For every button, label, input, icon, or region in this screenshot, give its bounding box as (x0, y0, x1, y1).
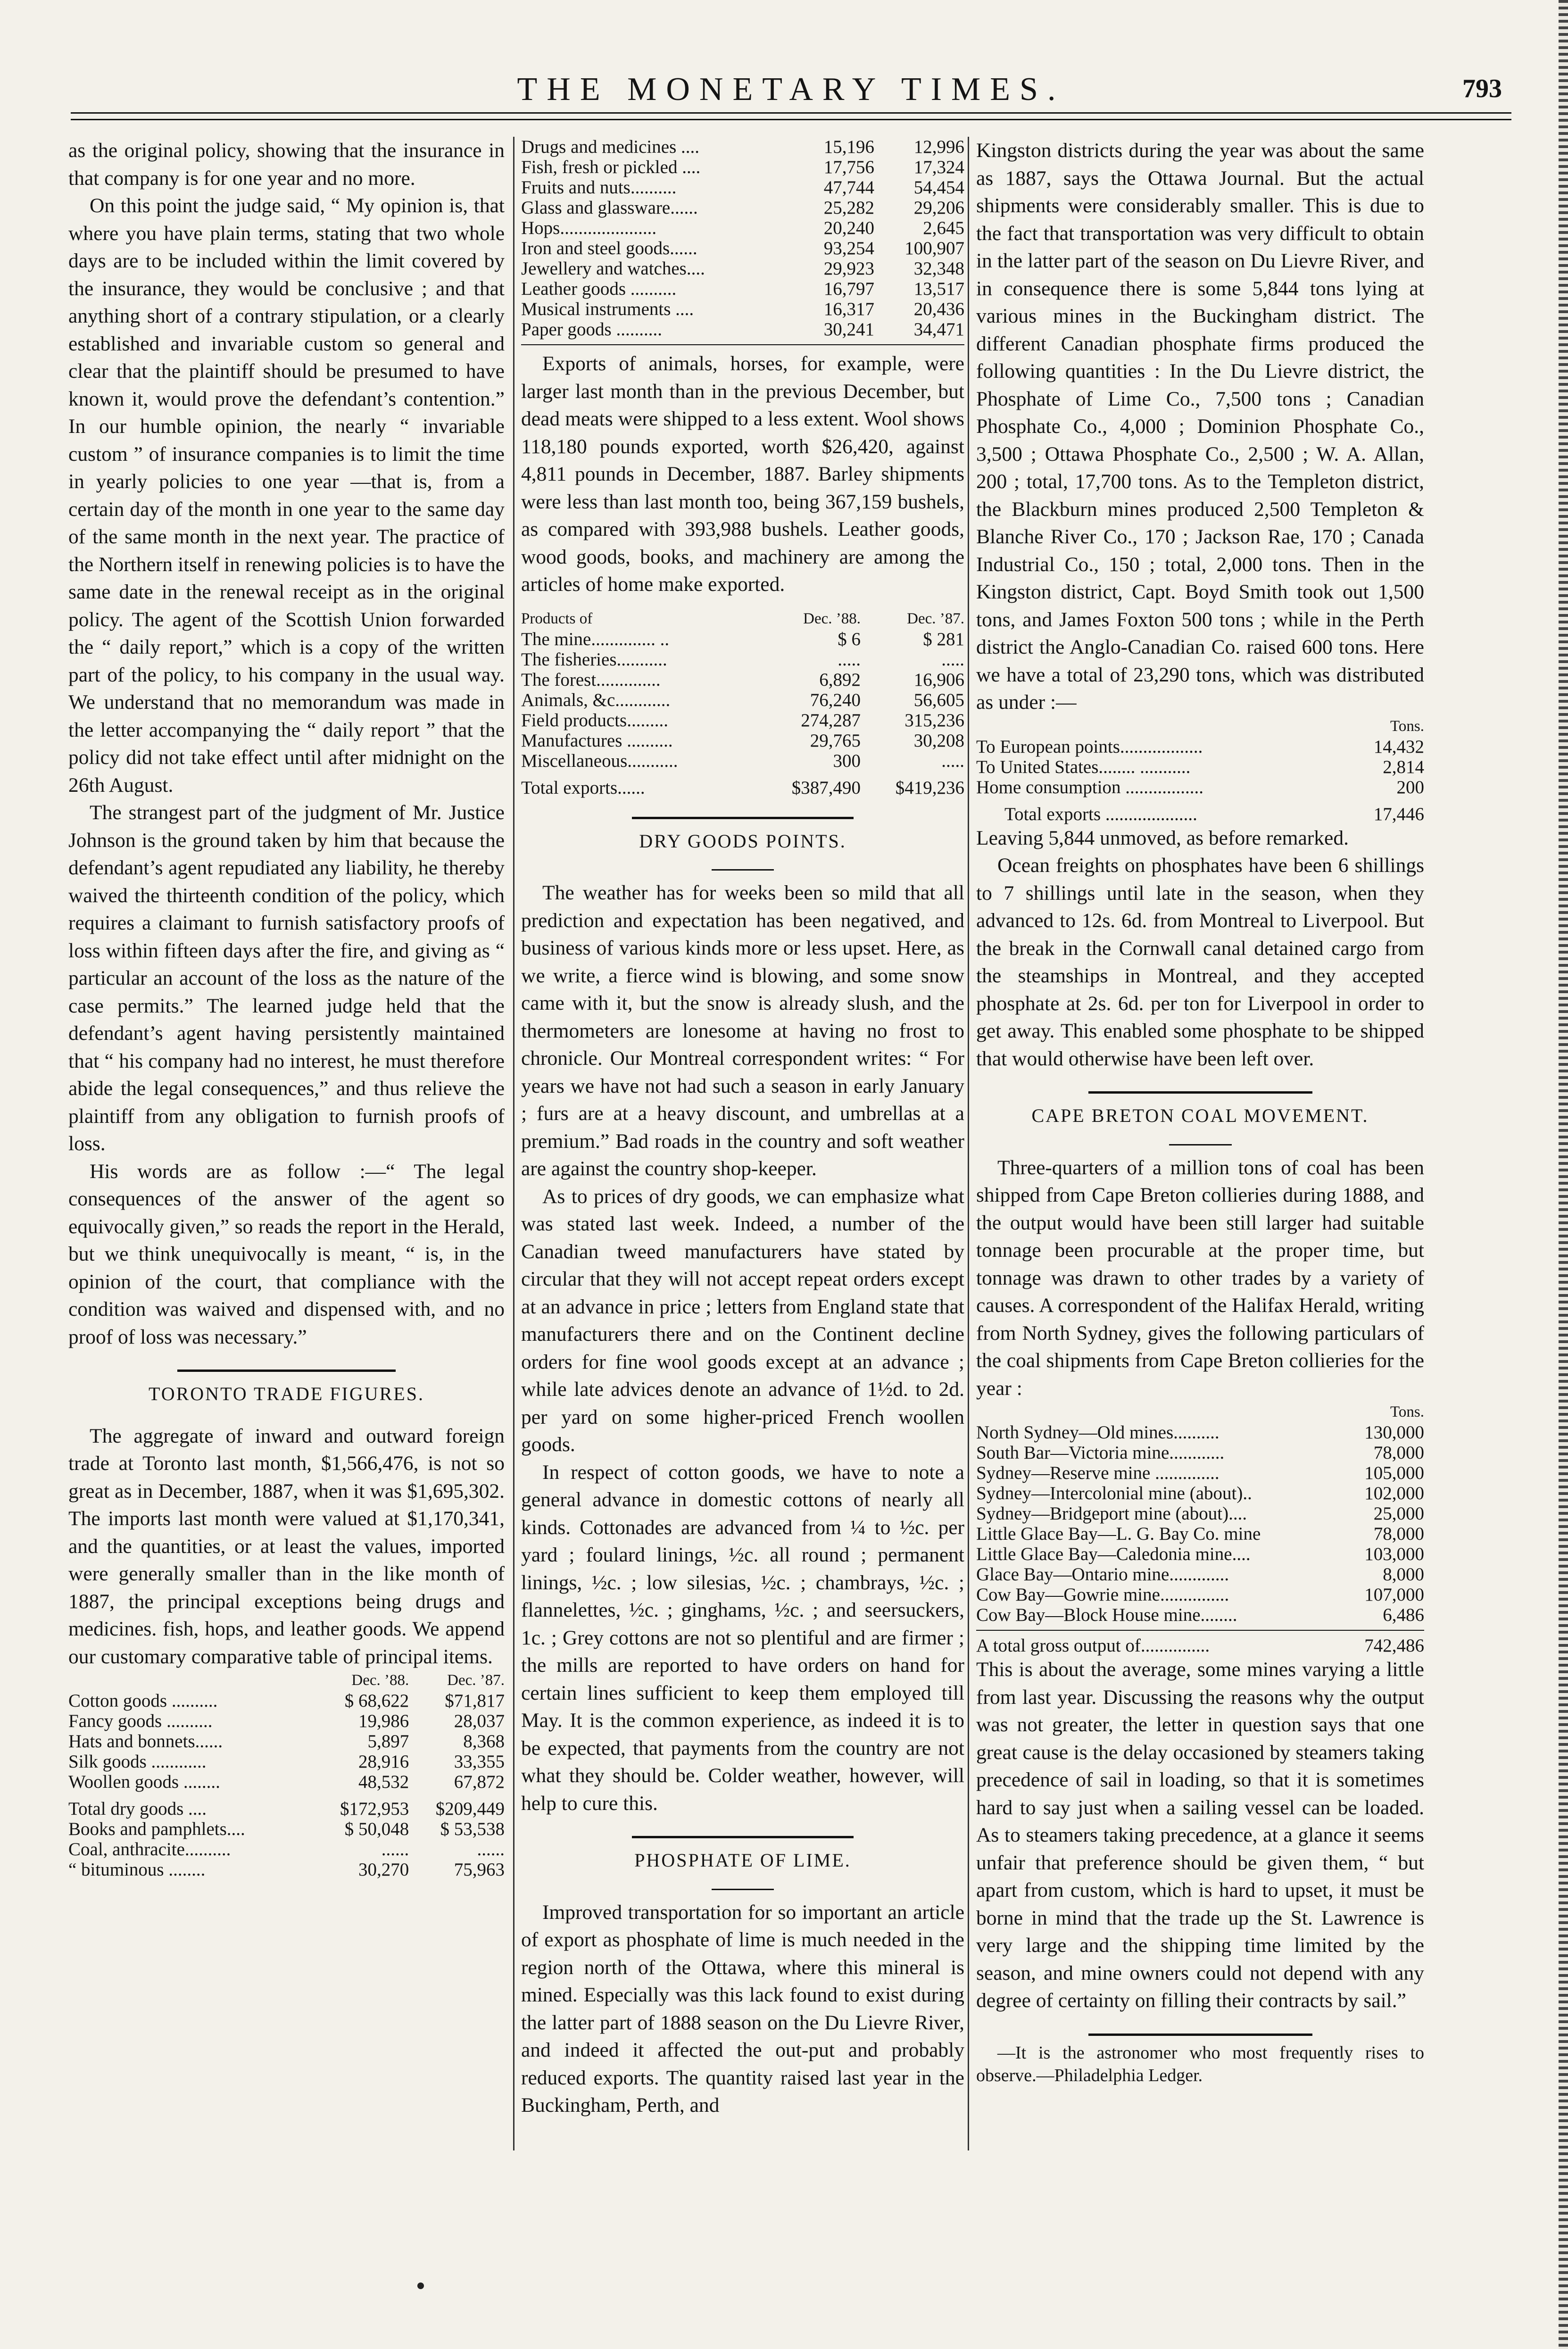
toronto-trade-table (68, 1670, 505, 1880)
masthead (71, 71, 1511, 108)
column-header: Dec. ’87. (907, 610, 964, 627)
table-row: Cow Bay—Gowrie mine............... 107,000 (976, 1585, 1424, 1605)
table-row: Coal, anthracite.......... ...... ...... (68, 1839, 505, 1859)
table-row: Drugs and medicines .... 15,196 12,996 (521, 137, 964, 157)
ink-speck (417, 2283, 424, 2289)
section-heading-toronto: TORONTO TRADE FIGURES. (149, 1383, 424, 1404)
table-row: Field products......... 274,287 315,236 (521, 710, 964, 730)
table-row: Musical instruments .... 16,317 20,436 (521, 299, 964, 319)
section-heading-phosphate: PHOSPHATE OF LIME. (634, 1850, 851, 1871)
article-paragraph: The weather has for weeks been so mild that all prediction and expectation has been negatived, and business of various kinds more or less upset. Here, as we write, a fierce wind is blowing, and some snow came with it, but the snow is already slush, and the thermometers are lonesome at having no frost to chronicle. Our Montreal correspondent writes: “ For years we have not had such a season in early January ; furs are at a heavy discount, and umbrellas at a premium.” Bad roads in the country and soft weather are against the country shop-keeper. (521, 881, 964, 1180)
table-row: The mine.............. .. $ 6 $ 281 (521, 629, 964, 649)
table-row: Silk goods ............ 28,916 33,355 (68, 1751, 505, 1772)
table-total-row: Total exports .................... 17,446 (1004, 804, 1424, 824)
table-row: Home consumption ................. 200 (976, 777, 1424, 797)
column-one (68, 137, 505, 1880)
table-row: Woollen goods ........ 48,532 67,872 (68, 1772, 505, 1792)
table-row: Fruits and nuts.......... 47,744 54,454 (521, 177, 964, 198)
column-divider (968, 137, 969, 2150)
table-row: North Sydney—Old mines.......... 130,000 (976, 1422, 1424, 1443)
column-two (521, 137, 964, 2119)
article-paragraph: The strangest part of the judgment of Mr. Justice Johnson is the ground taken by him that because the defendant’s agent repudiated any liability, he thereby waived the thirteenth condition of the policy, which requires a claimant to furnish satisfactory proofs of loss within fifteen days after the fire, and giving as “ particular an account of the loss as the nature of the case permits.” The learned judge held that the defendant’s agent having persistently maintained that “ his company had no interest, he must therefore abide the legal consequences,” and thus relieve the plaintiff from any obligation to furnish proofs of loss. (68, 801, 505, 1155)
table-total-row: Total dry goods .... $172,953 $209,449 (68, 1799, 505, 1819)
section-heading-dry-goods: DRY GOODS POINTS. (639, 830, 846, 852)
table-row: The fisheries........... ..... ..... (521, 649, 964, 670)
table-rule (976, 1630, 1424, 1631)
coal-shipments-table (976, 1402, 1424, 1625)
section-separator (1088, 1091, 1312, 1094)
table-row: Sydney—Bridgeport mine (about).... 25,000 (976, 1503, 1424, 1524)
section-separator (1088, 2034, 1312, 2036)
article-paragraph: Leaving 5,844 unmoved, as before remarked. (976, 826, 1349, 849)
table-row: Iron and steel goods...... 93,254 100,907 (521, 238, 964, 258)
table-row: Cotton goods .......... $ 68,622 $71,817 (68, 1691, 505, 1711)
heading-underline (712, 869, 774, 871)
table-row: Manufactures .......... 29,765 30,208 (521, 730, 964, 751)
header-rule (71, 112, 1511, 114)
article-paragraph: as the original policy, showing that the insurance in that company is for one year and no more. (68, 139, 505, 190)
column-header: Dec. ’87. (447, 1672, 505, 1689)
article-paragraph: This is about the average, some mines varying a little from last year. Discussing the reasons why the output was not greater, the letter in question says that one great cause is the delay occasioned by steamers taking precedence of sail in loading, so that it is sometimes hard to say just when a sailing vessel can be loaded. As to steamers taking precedence, at a glance it seems unfair that preference should be given them, “ but apart from custom, which is hard to upset, it must be borne in mind that the trade up the St. Lawrence is very large and the shipping time limited by the season, and mine owners could not depend with any degree of certainty on filling their contracts by sail.” (976, 1658, 1424, 2012)
section-separator (632, 1836, 854, 1838)
article-paragraph: On this point the judge said, “ My opinion is, that where you have plain terms, stating that two whole days are to be included within the limit covered by the insurance, they would be conclusive ; and that anything short of a contrary stipulation, or a clearly established and invariable custom so general and clear that the plaintiff should be presumed to have known it, would prove the defendant’s contention.” In our humble opinion, the nearly “ invariable custom ” of insurance companies is to limit the time in yearly policies to one year —that is, from a certain day of the month in one year to the same day of the same month in the next year. The practice of the Northern itself in renewing policies is to have the same date in the renewal receipt as in the original policy. The agent of the Scottish Union forwarded the “ daily report,” which is a copy of the written part of the policy, to his company in the usual way. We understand that no memorandum was made in the letter accompanying the “ daily report ” that the policy did not take effect until after midnight on the 26th August. (68, 194, 505, 797)
table-row: To United States........ ........... 2,814 (976, 756, 1424, 777)
newspaper-title: THE MONETARY TIMES. (517, 71, 1065, 108)
table-row: Hops..................... 20,240 2,645 (521, 218, 964, 238)
article-paragraph: Exports of animals, horses, for example, were larger last month than in the previous December, but dead meats were shipped to a less extent. Wool shows 118,180 pounds exported, worth $26,420, against 4,811 pounds in December, 1887. Barley shipments were less than last month too, being 367,159 bushels, as compared with 393,988 bushels. Leather goods, wood goods, books, and machinery are among the articles of home make exported. (521, 352, 964, 596)
table-row: Sydney—Reserve mine .............. 105,000 (976, 1463, 1424, 1483)
table-row: To European points.................. 14,432 (976, 736, 1424, 757)
section-separator (177, 1370, 396, 1372)
table-row: South Bar—Victoria mine............ 78,000 (976, 1443, 1424, 1463)
page-number: 793 (1462, 74, 1502, 103)
article-paragraph: As to prices of dry goods, we can emphasize what was stated last week. Indeed, a number of the Canadian tweed manufacturers have stated by circular that they will not accept repeat orders except at an advance in price ; letters from England state that manufacturers there and on the Continent decline orders for fine wool goods except at an advance ; while late advices denote an advance of 1½d. to 2d. per yard on some higher-priced French woollen goods. (521, 1185, 964, 1456)
heading-underline (1169, 1144, 1232, 1145)
table-row: Little Glace Bay—Caledonia mine.... 103,000 (976, 1544, 1424, 1564)
section-separator (632, 817, 854, 819)
table-row: Little Glace Bay—L. G. Bay Co. mine 78,000 (976, 1524, 1424, 1544)
table-row: Animals, &c............ 76,240 56,605 (521, 689, 964, 710)
table-row: Books and pamphlets.... $ 50,048 $ 53,538 (68, 1819, 505, 1839)
table-total-row: A total gross output of............... 742,486 (976, 1635, 1424, 1656)
column-header: Dec. ’88. (351, 1672, 409, 1689)
table-row: Paper goods .......... 30,241 34,471 (521, 319, 964, 340)
column-header: Products of (521, 610, 593, 627)
unit-label: Tons. (1390, 717, 1424, 735)
phosphate-distribution-table (976, 716, 1424, 824)
table-row: Leather goods .......... 16,797 13,517 (521, 279, 964, 299)
page-edge (1559, 0, 1568, 2349)
table-row: Fish, fresh or pickled .... 17,756 17,324 (521, 157, 964, 177)
article-paragraph: His words are as follow :—“ The legal consequences of the answer of the agent so equivocally given,” so reads the report in the Herald, but we think unequivocally is meant, “ is, in the opinion of the court, that compliance with the condition was waived and dispensed with, and no proof of loss was necessary.” (68, 1160, 505, 1348)
column-three (976, 137, 1424, 2087)
unit-label: Tons. (1390, 1403, 1424, 1420)
article-paragraph: The aggregate of inward and outward foreign trade at Toronto last month, $1,566,476, is not so great as in December, 1887, when it was $1,695,302. The imports last month were valued at $1,170,341, and the quantities, or at least the values, imported were generally smaller than in the like month of 1887, the principal exceptions being drugs and medicines. fish, hops, and leather goods. We append our customary comparative table of principal items. (68, 1424, 505, 1668)
closing-quote: —It is the astronomer who most frequently rises to observe.—Philadelphia Ledger. (976, 2042, 1424, 2085)
table-row: Jewellery and watches.... 29,923 32,348 (521, 258, 964, 279)
imports-table-continued (521, 137, 964, 340)
table-row: The forest.............. 6,892 16,906 (521, 669, 964, 690)
coal-total-table (976, 1635, 1424, 1656)
table-row: Hats and bonnets...... 5,897 8,368 (68, 1731, 505, 1751)
table-row: Miscellaneous........... 300 ..... (521, 750, 964, 771)
column-header: Dec. ’88. (803, 610, 861, 627)
article-paragraph: Kingston districts during the year was about the same as 1887, says the Ottawa Journal. But the actual shipments were considerably smaller. This is due to the fact that transportation was very difficult to obtain in the latter part of the season on Du Lievre River, and in consequence there is some 5,844 tons lying at various mines in the Buckingham district. The different Canadian phosphate firms produced the following quantities : In the Du Lievre district, the Phosphate of Lime Co., 7,500 tons ; Canadian Phosphate Co., 4,000 ; Dominion Phosphate Co., 3,500 ; Ottawa Phosphate Co., 2,500 ; W. A. Allan, 200 ; total, 17,700 tons. As to the Templeton district, the Blackburn mines produced 2,500 Templeton & Blanche River Co., 170 ; Jackson Rae, 170 ; Canada Industrial Co., 150 ; total, 2,000 tons. Then in the Kingston district, Capt. Boyd Smith took out 1,500 tons, and James Foxton 500 tons ; while in the Perth district the Anglo-Canadian Co. raised 600 tons. Here we have a total of 23,290 tons, which was distributed as under :— (976, 139, 1424, 714)
article-paragraph: Ocean freights on phosphates have been 6 shillings to 7 shillings until late in the season, when they advanced to 12s. 6d. from Montreal to Liverpool. But the break in the Cornwall canal detained cargo from the steamships in Montreal, and they accepted phosphate at 2s. 6d. per ton for Liverpool in order to get away. This enabled some phosphate to be shipped that would otherwise have been left over. (976, 854, 1424, 1070)
article-paragraph: Three-quarters of a million tons of coal has been shipped from Cape Breton collieries during 1888, and the output would have been still larger had suitable tonnage been procurable at the proper time, but tonnage was drawn to other trades by a variety of causes. A correspondent of the Halifax Herald, writing from North Sydney, gives the following particulars of the coal shipments from Cape Breton collieries for the year : (976, 1156, 1424, 1400)
table-row: Fancy goods .......... 19,986 28,037 (68, 1711, 505, 1731)
table-row: Glace Bay—Ontario mine............. 8,000 (976, 1564, 1424, 1585)
header-rule-second (71, 119, 1511, 120)
column-divider (513, 137, 514, 2150)
table-row: Sydney—Intercolonial mine (about).. 102,000 (976, 1483, 1424, 1503)
section-heading-cape-breton: CAPE BRETON COAL MOVEMENT. (1031, 1105, 1369, 1126)
table-row: Glass and glassware...... 25,282 29,206 (521, 198, 964, 218)
exports-products-table (521, 609, 964, 798)
table-rule (521, 344, 964, 345)
table-row: Cow Bay—Block House mine........ 6,486 (976, 1605, 1424, 1625)
table-total-row: Total exports...... $387,490 $419,236 (521, 777, 964, 798)
article-paragraph: Improved transportation for so important an article of export as phosphate of lime is much needed in the region north of the Ottawa, where this mineral is mined. Especially was this lack found to exist during the latter part of 1888 season on the Du Lievre River, and indeed it affected the out-put and probably reduced exports. The quantity raised last year in the Buckingham, Perth, and (521, 1901, 964, 2117)
article-paragraph: In respect of cotton goods, we have to note a general advance in domestic cottons of nearly all kinds. Cottonades are advanced from ¼ to ½c. per yard ; foulard linings, ½c. all round ; permanent linings, ½c. ; low silesias, ½c. ; chambrays, ½c. ; flannelettes, ½c. ; ginghams, ½c. ; and seersuckers, 1c. ; Grey cottons are not so plentiful and are firmer ; the mills are reported to have orders on hand for certain lines sufficient to keep them employed till May. It is the common experience, as indeed it is to be expected, that payments from the country are not what they should be. Colder weather, however, will help to cure this. (521, 1461, 964, 1815)
table-row: “ bituminous ........ 30,270 75,963 (68, 1859, 505, 1880)
heading-underline (712, 1889, 774, 1890)
